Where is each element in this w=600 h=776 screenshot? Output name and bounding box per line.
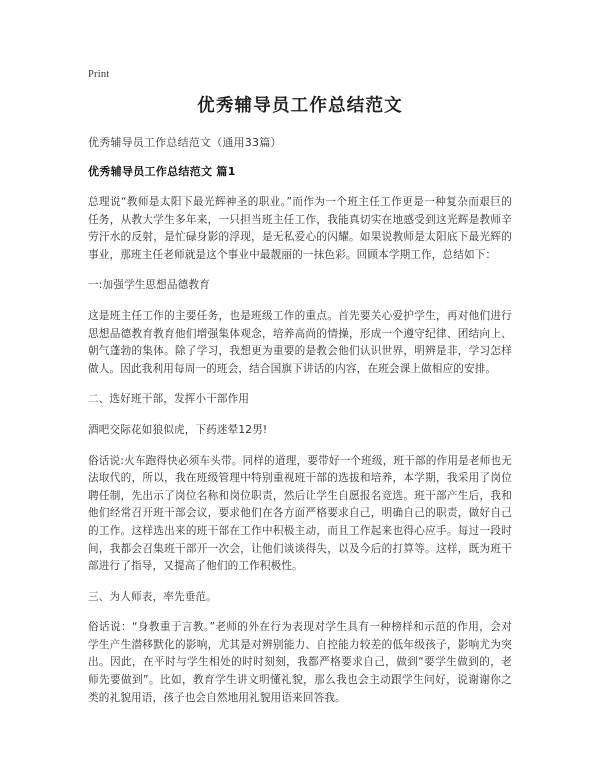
body-paragraph: 俗话说：“身教重于言教。”老师的外在行为表现对学生具有一种榜样和示范的作用，会对学生产生潜移默化的影响，尤其是对辨别能力、自控能力较差的低年级孩子，影响尤为突出。因此，在平时与学生相处的时时刻刻，我都严格要求自己，做到“要学生做到的，老师先要做到”。比如，教育学生讲文明懂礼貌，那么我也会主动跟学生问好，说谢谢你之类的礼貌用语，孩子也会自然地用礼貌用语来回答我。	[88, 621, 512, 704]
body-paragraph: 总理说“教师是太阳下最光辉神圣的职业。”而作为一个班主任工作更是一种复杂而艰巨的任务，从教大学生多年来，一只担当班主任工作，我能真切实在地感受到这光辉是教师辛劳汗水的反射，是忙碌身影的浮现，是无私爱心的闪耀。如果说教师是太阳底下最光辉的事业，那班主任老师就是这个事业中最靓丽的一抹色彩。回顾本学期工作，总结如下：	[88, 196, 512, 261]
body-subheading: 二、选好班干部，发挥小干部作用	[88, 393, 250, 406]
body-subheading: 三、为人师表，率先垂范。	[88, 590, 217, 603]
body-paragraph: 这是班主任工作的主要任务，也是班级工作的重点。首先要关心爱护学生，再对他们进行思想品德教育教育他们增强集体观念，培养高尚的情操，形成一个遵守纪律、团结向上、朝气蓬勃的集体。除了学习，我想更为重要的是教会他们认识世界，明辨是非，学习怎样做人。因此我利用每周一的班会，结合国旗下讲话的内容，在班会课上做相应的安排。	[88, 309, 512, 375]
print-link[interactable]: Print	[88, 69, 110, 80]
document-section-heading: 优秀辅导员工作总结范文 篇1	[88, 165, 236, 178]
document-body	[88, 194, 512, 707]
document-content	[88, 94, 512, 707]
body-subheading: 一:加强学生思想品德教育	[88, 279, 210, 292]
body-paragraph: 俗话说:火车跑得快必须车头带。同样的道理，要带好一个班级，班干部的作用是老师也无法取代的，所以，我在班级管理中特别重视班干部的选拔和培养，本学期，我采用了岗位聘任制，先出示了岗位名称和岗位职责，然后让学生自愿报名竞选。班干部产生后，我和他们经常召开班干部会议，要求他们在各方面严格要求自己，明确自己的职责，做好自己的工作。这样选出来的班干部在工作中积极主动，而且工作起来也得心应手。每过一段时间，我都会召集班干部开一次会，让他们谈谈得失，以及今后的打算等。这样，既为班干部进行了指导，又提高了他们的工作积极性。	[88, 454, 512, 573]
body-paragraph: 酒吧交际花如狼似虎，下药迷晕12男!	[88, 423, 268, 436]
document-subtitle: 优秀辅导员工作总结范文（通用33篇）	[88, 136, 282, 149]
page-title: 优秀辅导员工作总结范文	[197, 96, 403, 116]
